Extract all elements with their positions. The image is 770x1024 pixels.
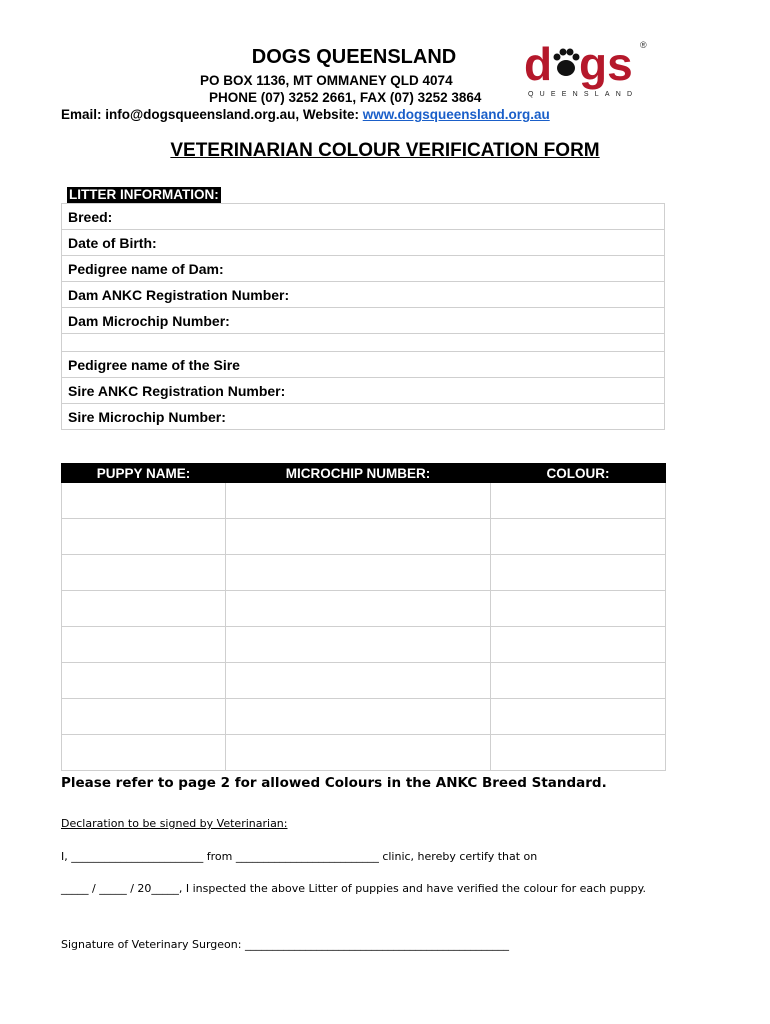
litter-information-table [61, 203, 665, 430]
microchip-number-cell[interactable] [226, 483, 491, 519]
signature-line[interactable]: Signature of Veterinary Surgeon: ________________________________________________ [61, 938, 509, 951]
field-dam-ankc[interactable]: Dam ANKC Registration Number: [62, 282, 665, 308]
field-sire-microchip[interactable]: Sire Microchip Number: [62, 404, 665, 430]
field-sire-ankc[interactable]: Sire ANKC Registration Number: [62, 378, 665, 404]
litter-spacer-row [62, 334, 665, 352]
puppy-name-cell[interactable] [62, 663, 226, 699]
field-dam-name[interactable]: Pedigree name of Dam: [62, 256, 665, 282]
puppy-table [61, 463, 666, 771]
logo-text-gs: gs [579, 38, 633, 90]
table-row [62, 519, 666, 555]
colour-cell[interactable] [491, 483, 666, 519]
website-link[interactable]: www.dogsqueensland.org.au [362, 107, 550, 122]
puppy-name-cell[interactable] [62, 627, 226, 663]
form-title: VETERINARIAN COLOUR VERIFICATION FORM [170, 140, 600, 161]
org-phone-fax: PHONE (07) 3252 2661, FAX (07) 3252 3864 [209, 90, 482, 105]
microchip-number-cell[interactable] [226, 735, 491, 771]
microchip-number-cell[interactable] [226, 663, 491, 699]
dogs-queensland-logo [522, 38, 652, 100]
table-row [62, 735, 666, 771]
colour-cell[interactable] [491, 663, 666, 699]
declaration-heading: Declaration to be signed by Veterinarian: [61, 817, 288, 830]
puppy-name-cell[interactable] [62, 699, 226, 735]
header-microchip-number: MICROCHIP NUMBER: [226, 464, 491, 483]
puppy-name-cell[interactable] [62, 519, 226, 555]
table-row [62, 483, 666, 519]
header-colour: COLOUR: [491, 464, 666, 483]
puppy-name-cell[interactable] [62, 483, 226, 519]
microchip-number-cell[interactable] [226, 519, 491, 555]
microchip-number-cell[interactable] [226, 591, 491, 627]
field-date-of-birth[interactable]: Date of Birth: [62, 230, 665, 256]
org-name: DOGS QUEENSLAND [251, 46, 457, 68]
table-row [62, 663, 666, 699]
logo-text-d: d [524, 38, 553, 90]
colour-reference-note: Please refer to page 2 for allowed Colours in the ANKC Breed Standard. [61, 775, 607, 791]
org-email-line [61, 107, 550, 122]
field-dam-microchip[interactable]: Dam Microchip Number: [62, 308, 665, 334]
field-breed[interactable]: Breed: [62, 204, 665, 230]
colour-cell[interactable] [491, 519, 666, 555]
microchip-number-cell[interactable] [226, 699, 491, 735]
org-address: PO BOX 1136, MT OMMANEY QLD 4074 [200, 73, 453, 88]
header-puppy-name: PUPPY NAME: [62, 464, 226, 483]
table-row [62, 699, 666, 735]
colour-cell[interactable] [491, 591, 666, 627]
field-sire-name[interactable]: Pedigree name of the Sire [62, 352, 665, 378]
declaration-line-1[interactable]: I, ________________________ from __________________________ clinic, hereby certify that on [61, 850, 538, 863]
colour-cell[interactable] [491, 627, 666, 663]
litter-section-label: LITTER INFORMATION: [69, 187, 219, 202]
microchip-number-cell[interactable] [226, 627, 491, 663]
microchip-number-cell[interactable] [226, 555, 491, 591]
table-row [62, 591, 666, 627]
table-row [62, 627, 666, 663]
puppy-name-cell[interactable] [62, 555, 226, 591]
table-row [62, 555, 666, 591]
colour-cell[interactable] [491, 555, 666, 591]
paw-icon [554, 49, 580, 77]
colour-cell[interactable] [491, 735, 666, 771]
puppy-name-cell[interactable] [62, 735, 226, 771]
puppy-table-body [62, 483, 666, 771]
puppy-name-cell[interactable] [62, 591, 226, 627]
email-text: Email: info@dogsqueensland.org.au, Website: [61, 107, 363, 122]
declaration-line-2[interactable]: _____ / _____ / 20_____, I inspected the above Litter of puppies and have verified the colour for each puppy. [61, 882, 647, 895]
colour-cell[interactable] [491, 699, 666, 735]
registered-mark: ® [640, 40, 647, 50]
logo-subtitle: QUEENSLAND [528, 91, 639, 98]
